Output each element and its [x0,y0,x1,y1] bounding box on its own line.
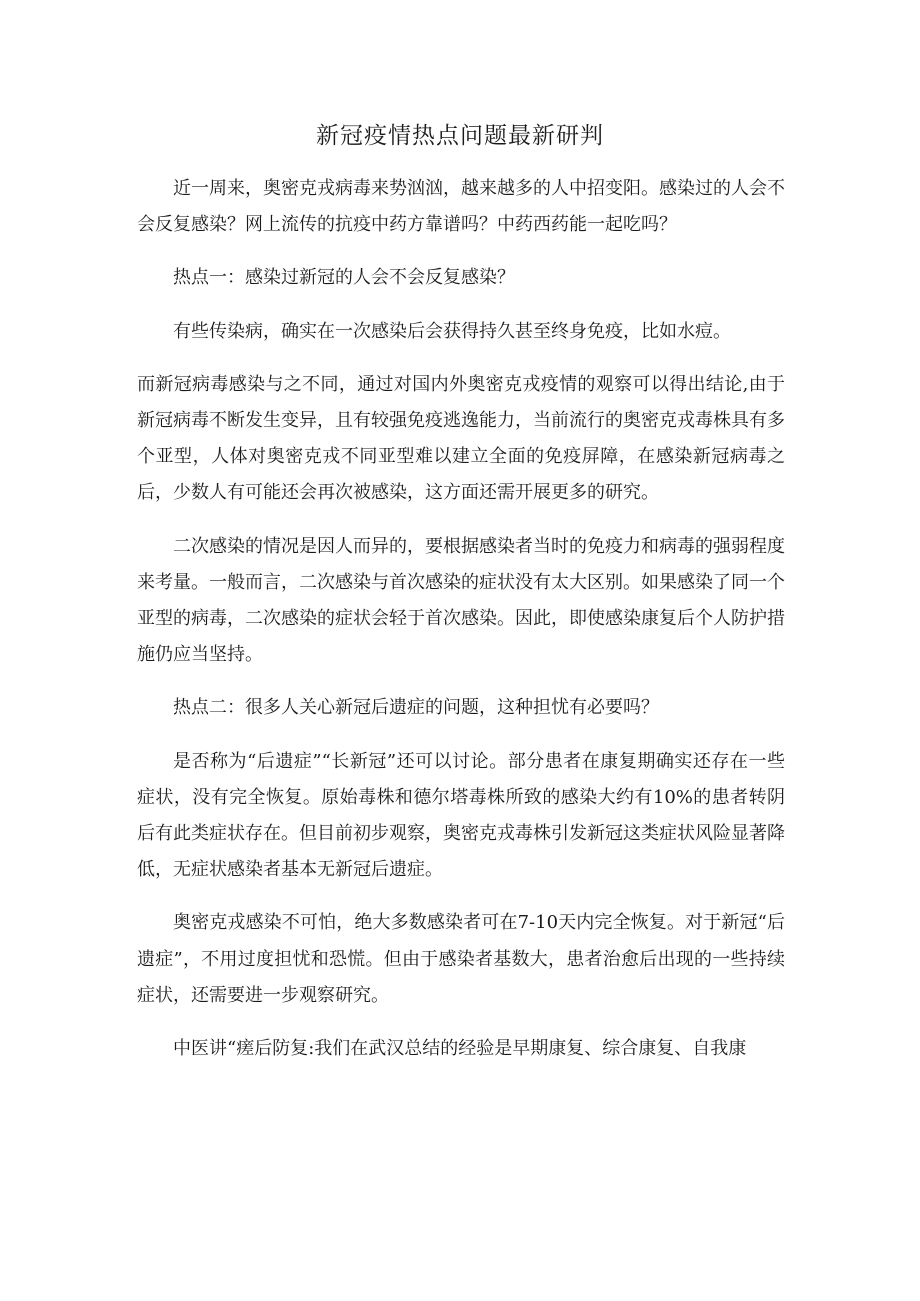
document-body [137,171,785,1067]
paragraph-second-infection: 二次感染的情况是因人而异的，要根据感染者当时的免疫力和病毒的强弱程度来考量。一般而言，二次感染与首次感染的症状没有太大区别。如果感染了同一个亚型的病毒，二次感染的症状会轻于首次感染。因此，即使感染康复后个人防护措施仍应当坚持。 [137,535,785,666]
paragraph-tcm: 中医讲“瘥后防复:我们在武汉总结的经验是早期康复、综合康复、自我康 [173,1038,747,1060]
paragraph-immunity: 有些传染病，确实在一次感染后会获得持久甚至终身免疫，比如水痘。 [173,320,731,342]
paragraph-hotspot-2-heading: 热点二：很多人关心新冠后遗症的问题，这种担忧有必要吗？ [173,697,659,719]
paragraph-intro: 近一周来，奥密克戎病毒来势汹汹，越来越多的人中招变阳。感染过的人会不会反复感染？网上流传的抗疫中药方靠谱吗？中药西药能一起吃吗？ [137,178,785,236]
paragraph-recovery: 奥密克戎感染不可怕，绝大多数感染者可在7-10天内完全恢复。对于新冠“后遗症”，不用过度担忧和恐慌。但由于感染者基数大，患者治愈后出现的一些持续症状，还需要进一步观察研究。 [137,912,785,1006]
document-title: 新冠疫情热点问题最新研判 [316,123,604,149]
paragraph-hotspot-1-heading: 热点一：感染过新冠的人会不会反复感染？ [173,267,515,289]
paragraph-reinfection: 而新冠病毒感染与之不同，通过对国内外奥密克戎疫情的观察可以得出结论,由于新冠病毒不断发生变异，且有较强免疫逃逸能力，当前流行的奥密克戎毒株具有多个亚型，人体对奥密克戎不同亚型难以建立全面的免疫屏障，在感染新冠病毒之后，少数人有可能还会再次被感染，这方面还需开展更多的研究。 [137,373,785,504]
paragraph-long-covid: 是否称为“后遗症”“长新冠”还可以讨论。部分患者在康复期确实还存在一些症状，没有完全恢复。原始毒株和德尔塔毒株所致的感染大约有10%的患者转阴后有此类症状存在。但目前初步观察，奥密克戎毒株引发新冠这类症状风险显著降低，无症状感染者基本无新冠后遗症。 [137,750,785,881]
